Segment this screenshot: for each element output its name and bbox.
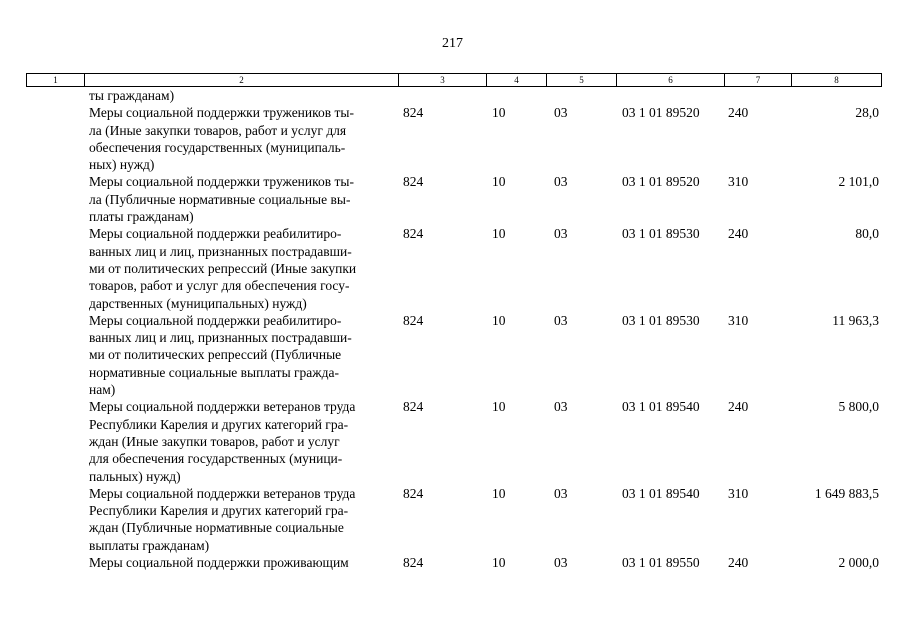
cell-amount: 1 649 883,5 bbox=[814, 485, 879, 501]
description-line: Меры социальной поддержки проживающим bbox=[89, 555, 349, 571]
cell-section: 10 bbox=[492, 226, 506, 242]
cell-expense-type: 310 bbox=[728, 174, 749, 190]
cell-expense-type: 240 bbox=[728, 226, 749, 242]
description-line: Меры социальной поддержки реабилитиро- bbox=[89, 226, 342, 242]
cell-subsection: 03 bbox=[554, 312, 568, 328]
description-line: Республики Карелия и других категорий гра- bbox=[89, 503, 349, 519]
row-description bbox=[26, 485, 398, 554]
cell-admin-code: 824 bbox=[403, 485, 424, 501]
column-number-header bbox=[26, 73, 882, 87]
row-description bbox=[26, 312, 398, 398]
page-number: 217 bbox=[442, 36, 463, 51]
cell-amount: 5 800,0 bbox=[838, 399, 879, 415]
description-line: Меры социальной поддержки тружеников ты- bbox=[89, 105, 354, 121]
cell-section: 10 bbox=[492, 399, 506, 415]
cell-subsection: 03 bbox=[554, 485, 568, 501]
cell-section: 10 bbox=[492, 312, 506, 328]
cell-section: 10 bbox=[492, 174, 506, 190]
description-line: выплаты гражданам) bbox=[89, 537, 210, 553]
cell-expense-type: 240 bbox=[728, 555, 749, 571]
description-line: ла (Иные закупки товаров, работ и услуг для bbox=[89, 122, 347, 138]
column-header-1: 1 bbox=[27, 74, 85, 87]
column-header-3: 3 bbox=[399, 74, 487, 87]
table-row bbox=[26, 104, 881, 173]
cell-admin-code: 824 bbox=[403, 105, 424, 121]
cell-subsection: 03 bbox=[554, 399, 568, 415]
cell-amount bbox=[791, 87, 881, 104]
cell-subsection: 03 bbox=[554, 226, 568, 242]
cell-expense-type: 310 bbox=[728, 485, 749, 501]
description-line: ждан (Публичные нормативные социальные bbox=[89, 520, 344, 536]
description-line: товаров, работ и услуг для обеспечения госу- bbox=[89, 278, 350, 294]
column-header-4: 4 bbox=[487, 74, 547, 87]
cell-amount: 80,0 bbox=[855, 226, 879, 242]
table-row bbox=[26, 312, 881, 398]
cell-subsection: 03 bbox=[554, 174, 568, 190]
cell-expense-type: 310 bbox=[728, 312, 749, 328]
cell-section: 10 bbox=[492, 105, 506, 121]
description-line: Меры социальной поддержки тружеников ты- bbox=[89, 174, 354, 190]
budget-table-body bbox=[26, 87, 881, 571]
cell-target-article: 03 1 01 89520 bbox=[622, 174, 700, 190]
cell-amount: 28,0 bbox=[855, 105, 879, 121]
cell-subsection: 03 bbox=[554, 105, 568, 121]
description-line: для обеспечения государственных (муници- bbox=[89, 451, 343, 467]
cell-expense-type bbox=[724, 87, 791, 104]
table-row bbox=[26, 554, 881, 571]
table-row bbox=[26, 398, 881, 484]
cell-section bbox=[486, 87, 546, 104]
description-line: ванных лиц и лиц, признанных пострадавши- bbox=[89, 330, 352, 346]
column-header-6: 6 bbox=[617, 74, 725, 87]
description-line: ты гражданам) bbox=[89, 88, 175, 103]
cell-admin-code: 824 bbox=[403, 399, 424, 415]
cell-expense-type: 240 bbox=[728, 105, 749, 121]
cell-target-article bbox=[616, 87, 724, 104]
table-row bbox=[26, 225, 881, 311]
cell-section: 10 bbox=[492, 485, 506, 501]
row-description bbox=[26, 554, 398, 571]
cell-amount: 11 963,3 bbox=[832, 312, 879, 328]
description-line: ми от политических репрессий (Иные закупки bbox=[89, 260, 357, 276]
cell-target-article: 03 1 01 89530 bbox=[622, 226, 700, 242]
description-line: Меры социальной поддержки ветеранов труда bbox=[89, 485, 356, 501]
description-line: ла (Публичные нормативные социальные вы- bbox=[89, 191, 351, 207]
description-line: ванных лиц и лиц, признанных пострадавши- bbox=[89, 243, 352, 259]
description-line: пальных) нужд) bbox=[89, 468, 181, 484]
cell-amount: 2 000,0 bbox=[838, 555, 879, 571]
cell-admin-code: 824 bbox=[403, 226, 424, 242]
table-row bbox=[26, 87, 881, 104]
description-line: ми от политических репрессий (Публичные bbox=[89, 347, 342, 363]
cell-section: 10 bbox=[492, 555, 506, 571]
description-line: нормативные социальные выплаты гражда- bbox=[89, 364, 339, 380]
cell-admin-code: 824 bbox=[403, 312, 424, 328]
description-line: Меры социальной поддержки реабилитиро- bbox=[89, 312, 342, 328]
column-header-5: 5 bbox=[547, 74, 617, 87]
cell-target-article: 03 1 01 89550 bbox=[622, 555, 700, 571]
row-description bbox=[26, 398, 398, 484]
column-header-7: 7 bbox=[725, 74, 792, 87]
description-line: платы гражданам) bbox=[89, 209, 194, 225]
cell-target-article: 03 1 01 89520 bbox=[622, 105, 700, 121]
row-description bbox=[26, 225, 398, 311]
row-description bbox=[26, 104, 398, 173]
description-line: дарственных (муниципальных) нужд) bbox=[89, 295, 307, 311]
table-row bbox=[26, 173, 881, 225]
table-row bbox=[26, 485, 881, 554]
cell-amount: 2 101,0 bbox=[838, 174, 879, 190]
cell-admin-code: 824 bbox=[403, 174, 424, 190]
description-line: обеспечения государственных (муниципаль- bbox=[89, 139, 346, 155]
description-line: нам) bbox=[89, 382, 116, 398]
table-rows bbox=[26, 87, 881, 571]
cell-subsection: 03 bbox=[554, 555, 568, 571]
description-line: Меры социальной поддержки ветеранов труда bbox=[89, 399, 356, 415]
cell-admin-code bbox=[398, 87, 486, 104]
description-line: ных) нужд) bbox=[89, 157, 155, 173]
cell-target-article: 03 1 01 89540 bbox=[622, 485, 700, 501]
column-header-8: 8 bbox=[792, 74, 882, 87]
cell-subsection bbox=[546, 87, 616, 104]
description-line: Республики Карелия и других категорий гра- bbox=[89, 416, 349, 432]
row-description bbox=[26, 173, 398, 225]
cell-target-article: 03 1 01 89540 bbox=[622, 399, 700, 415]
cell-admin-code: 824 bbox=[403, 555, 424, 571]
column-header-2: 2 bbox=[85, 74, 399, 87]
cell-target-article: 03 1 01 89530 bbox=[622, 312, 700, 328]
description-line: ждан (Иные закупки товаров, работ и услуг bbox=[89, 433, 340, 449]
cell-expense-type: 240 bbox=[728, 399, 749, 415]
row-description bbox=[26, 87, 398, 104]
